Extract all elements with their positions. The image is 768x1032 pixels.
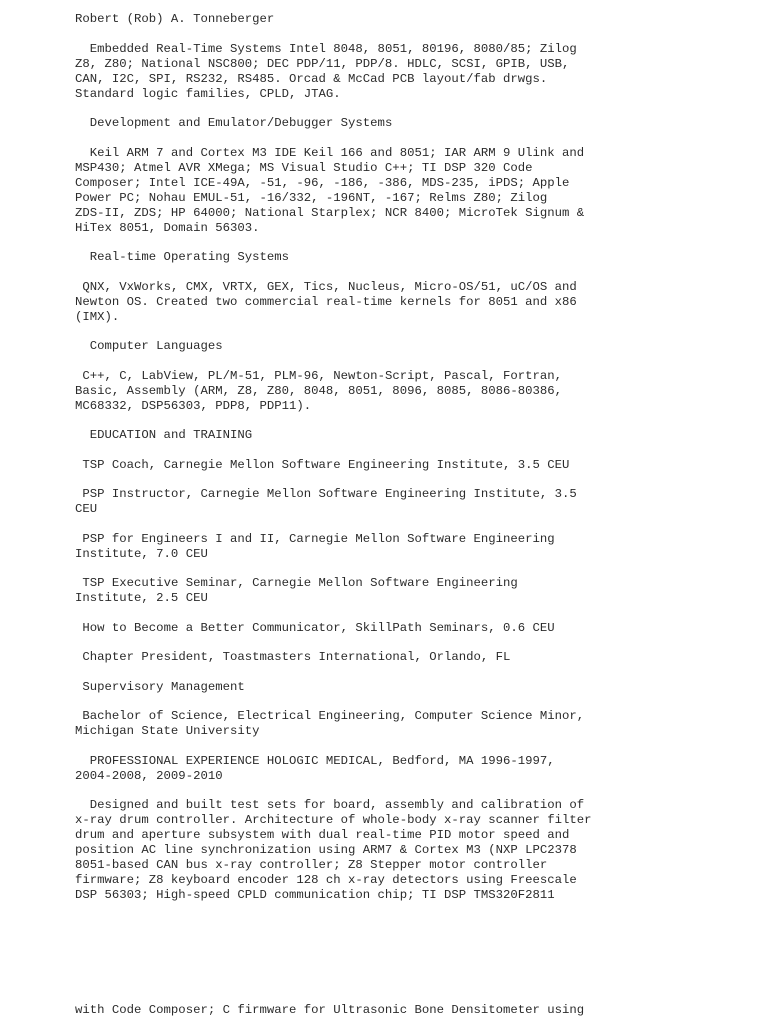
- education-heading: EDUCATION and TRAINING: [75, 428, 253, 442]
- education-item: PSP Instructor, Carnegie Mellon Software Engineering Institute, 3.5 CEU: [75, 487, 577, 516]
- education-item: TSP Coach, Carnegie Mellon Software Engineering Institute, 3.5 CEU: [75, 457, 570, 472]
- embedded-systems-paragraph: Embedded Real-Time Systems Intel 8048, 8051, 80196, 8080/85; Zilog Z8, Z80; National NSC800; DEC PDP/11, PDP/8. HDLC, SCSI, GPIB, USB, CAN, I2C, SPI, RS232, RS485. Orcad & McCad PCB layout/fab drwgs. Standard logic families, CPLD, JTAG.: [75, 41, 577, 101]
- education-item: TSP Executive Seminar, Carnegie Mellon Software Engineering Institute, 2.5 CEU: [75, 576, 518, 605]
- languages-heading: Computer Languages: [75, 339, 223, 353]
- dev-systems-paragraph: Keil ARM 7 and Cortex M3 IDE Keil 166 and 8051; IAR ARM 9 Ulink and MSP430; Atmel AVR XMega; MS Visual Studio C++; TI DSP 320 Code Composer; Intel ICE-49A, -51, -96, -186, -386, MDS-235, iPDS; Apple Power PC; Nohau EMUL-51, -16/332, -196NT, -167; Relms Z80; Zilog ZDS-II, ZDS; HP 64000; National Starplex; NCR 8400; MicroTek Signum & HiTex 8051, Domain 56303.: [75, 145, 585, 235]
- languages-paragraph: C++, C, LabView, PL/M-51, PLM-96, Newton-Script, Pascal, Fortran, Basic, Assembly (ARM, Z8, Z80, 8048, 8051, 8096, 8085, 8086-80386, MC68332, DSP56303, PDP8, PDP11).: [75, 368, 563, 413]
- rtos-paragraph: QNX, VxWorks, CMX, VRTX, GEX, Tics, Nucleus, Micro-OS/51, uC/OS and Newton OS. Created two commercial real-time kernels for 8051 and x86 (IMX).: [75, 279, 577, 324]
- education-item: Bachelor of Science, Electrical Engineering, Computer Science Minor, Michigan State University: [75, 709, 585, 738]
- education-item: Supervisory Management: [75, 679, 245, 694]
- experience-heading: PROFESSIONAL EXPERIENCE HOLOGIC MEDICAL, Bedford, MA 1996-1997, 2004-2008, 2009-2010: [75, 753, 555, 783]
- experience-continued-line: with Code Composer; C firmware for Ultrasonic Bone Densitometer using: [75, 1002, 585, 1017]
- education-item: How to Become a Better Communicator, SkillPath Seminars, 0.6 CEU: [75, 620, 555, 635]
- experience-paragraph: Designed and built test sets for board, assembly and calibration of x-ray drum controller. Architecture of whole-body x-ray scanner filter drum and aperture subsystem with dual real-time PID motor speed and position AC line synchronization using ARM7 & Cortex M3 (NXP LPC2378 8051-based CAN bus x-ray controller; Z8 Stepper motor controller firmware; Z8 keyboard encoder 128 ch x-ray detectors using Freescale DSP 56303; High-speed CPLD communication chip; TI DSP TMS320F2811: [75, 798, 592, 902]
- page-break-gap: [75, 918, 755, 1003]
- dev-systems-heading: Development and Emulator/Debugger Systems: [75, 116, 393, 130]
- education-item: PSP for Engineers I and II, Carnegie Mellon Software Engineering Institute, 7.0 CEU: [75, 531, 555, 561]
- education-item: Chapter President, Toastmasters International, Orlando, FL: [75, 650, 511, 664]
- resume-name: Robert (Rob) A. Tonneberger: [75, 12, 275, 26]
- resume-document: [75, 12, 755, 1032]
- rtos-heading: Real-time Operating Systems: [75, 250, 290, 264]
